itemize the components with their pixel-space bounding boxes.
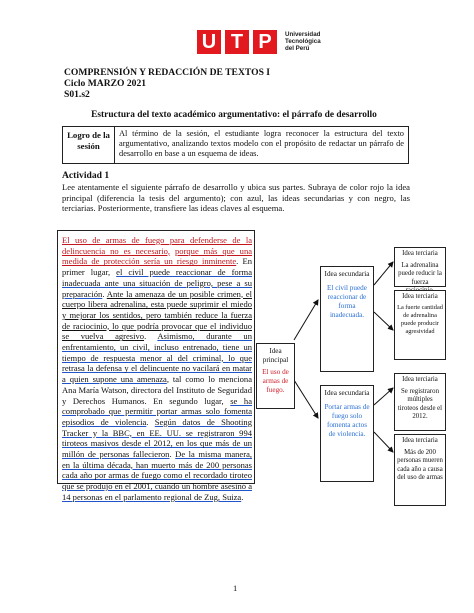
box-idea-secundaria-2 [320,385,374,482]
box-content: Se registraron múltiples tiroteos desde el 2012. [397,387,443,421]
box-idea-terciaria-3 [394,373,446,431]
activity-title: Actividad 1 [62,170,110,181]
activity-instructions: Lee atentamente el siguiente párrafo de desarrollo y ubica sus partes. Subraya de color rojo la idea principal (diferencia la tesis del argumento); con azul, las ideas secundarias y con negro, las terciarias. Posteriormente, transfiere las ideas claves al esquema. [62,182,410,214]
text-segment: . [102,288,107,299]
logro-text: Al término de la sesión, el estudiante logra reconocer la estructura del texto argumentativo, analizando textos modelo con el propósito de redactar un párrafo de desarrollo en base a un esquema de ideas. [119,129,404,159]
page-number: 1 [233,583,238,593]
box-content: Más de 200 personas mueren cada año a causa del uso de armas [397,448,443,482]
page-subtitle: Estructura del texto académico argumentativo: el párrafo de desarrollo [91,110,377,120]
box-idea-principal [256,343,295,409]
logo-letter-t: T [225,30,249,54]
text-segment: . [241,491,244,502]
box-title: Idea secundaria [324,389,370,397]
box-idea-terciaria-4 [394,434,446,506]
session-label: S01.s2 [64,89,90,100]
arrow-principal-to-sec2 [294,380,318,418]
logro-label: Logro de la sesión [63,127,115,163]
arrow-sec2-to-ter3 [374,388,393,405]
box-content: Portar armas de fuego solo fomenta actos de violencia. [324,403,370,438]
box-title: Idea terciaria [402,293,438,300]
course-title: COMPRENSIÓN Y REDACCIÓN DE TEXTOS I [64,67,271,78]
box-title: Idea principal [262,347,289,364]
cycle-label: Ciclo MARZO 2021 [64,78,147,89]
box-content: La fuerte cantidad de adrenalina puede producir agresividad [397,304,443,335]
text-segment: . [144,331,158,342]
text-segment: , tal como lo menciona Ana María Watson, directora del Instituto de Seguridad y Derechos Humanos. En segundo lugar, [62,374,252,406]
box-title: Idea secundaria [324,270,370,278]
main-idea-argument: porque más que una medida de protección sería un riesgo inminente [62,245,253,267]
arrow-sec1-to-ter1 [374,262,393,285]
tertiary-idea-1: Ante la amenaza de un posible crimen, el cuerpo libera adrenalina, esta puede suprimir el miedo y mejorar los sentidos, pero también reduce la fuerza de raciocinio, lo que podría provocar que el individuo se vuelva agresivo [62,288,252,342]
arrow-sec1-to-ter2 [374,312,393,330]
box-title: Idea terciaria [402,250,438,257]
box-content: La adrenalina puede reducir la fuerza [398,261,442,286]
logo-letter-u: U [197,30,221,54]
box-content: El uso de armas de fuego. [262,368,289,394]
text-segment: . [169,449,176,460]
box-title: Idea terciaria [402,437,438,444]
logo-university-name: Universidad Tecnológica del Perú [285,31,321,53]
arrow-principal-to-sec1 [294,300,318,340]
main-idea-thesis: El uso de armas de fuego para defenderse de la delincuencia no es necesario, [62,235,252,256]
secondary-idea-1: el civil puede reaccionar de forma inadecuada ante una situación de peligro, pese a su preparación [62,267,252,299]
box-title: Idea terciaria [402,376,438,383]
text-segment: . [146,416,155,427]
text-segment: . En primer lugar, [62,256,252,278]
box-idea-terciaria-2 [394,290,446,360]
secondary-idea-2: se ha comprobado que permitir portar armas solo fomenta episodios de violencia [62,395,252,427]
tertiary-idea-3: Según datos de Shooting Tracker y la BBC, en EE. UU. se registraron 994 tiroteos masivos desde el 2012, en los que más de un millón de personas fallecieron [62,416,252,460]
box-content: El civil puede reaccionar de forma inadecuada. [327,284,367,319]
logo-letter-p: P [253,30,277,54]
tertiary-idea-4: De la misma manera, en la última década, han muerto más de 200 personas cada año por armas de fuego como el recordado tiroteo que se produjo en el 2001, cuando un hombre asesinó a 14 personas en el parlamento regional de Zug, Suiza [62,449,252,502]
box-idea-terciaria-1 [394,247,446,287]
box-idea-secundaria-1 [320,266,374,372]
tertiary-idea-2: Asimismo, durante un enfrentamiento, un civil, incluso entrenado, tiene un tiempo de respuesta menor al del criminal, lo que retrasa la defensa y el delincuente no vacilará en matar a quien supone una amenaza [62,331,252,385]
arrow-sec2-to-ter4 [374,432,393,452]
